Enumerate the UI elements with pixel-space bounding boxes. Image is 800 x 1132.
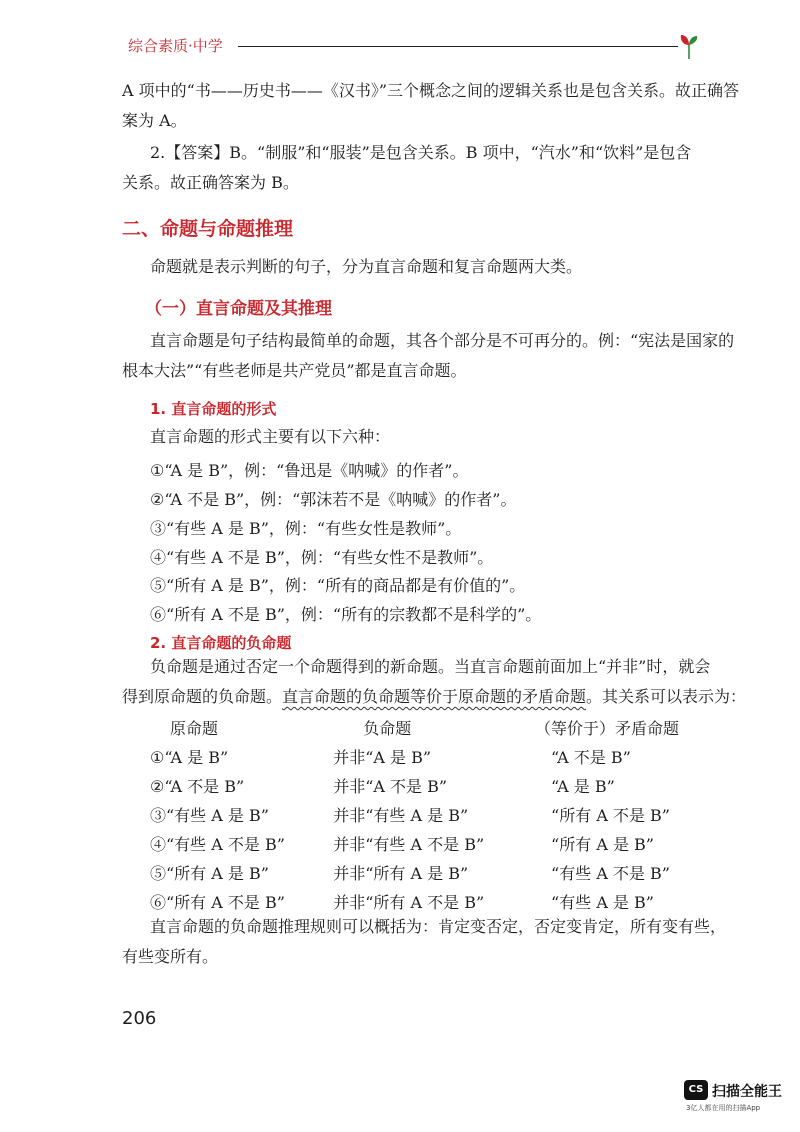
table-row xyxy=(150,800,690,829)
form-item: ⑤“所有 A 是 B”，例：“所有的商品都是有价值的”。 xyxy=(150,576,526,595)
header-rule xyxy=(238,46,678,47)
page-number: 206 xyxy=(122,1008,157,1029)
table-cell: “A 是 B” xyxy=(551,777,615,796)
table-cell: 并非“有些 A 是 B” xyxy=(333,806,469,825)
table-cell: ②“A 不是 B” xyxy=(150,777,245,796)
table-row xyxy=(150,742,690,771)
table-cell: “A 不是 B” xyxy=(551,748,631,767)
section-intro: 命题就是表示判断的句子，分为直言命题和复言命题两大类。 xyxy=(150,257,583,276)
table-cell: 并非“所有 A 不是 B” xyxy=(333,893,485,912)
table-cell: ④“有些 A 不是 B” xyxy=(150,835,285,854)
definition-line-1: 直言命题是句子结构最简单的命题，其各个部分是不可再分的。例：“宪法是国家的 xyxy=(150,331,735,350)
scanner-watermark xyxy=(684,1078,794,1118)
form-item: ⑥“所有 A 不是 B”，例：“所有的宗教都不是科学的”。 xyxy=(150,605,542,624)
negation-line-1: 负命题是通过否定一个命题得到的新命题。当直言命题前面加上“并非”时，就会 xyxy=(150,657,711,676)
subsection-title: （一）直言命题及其推理 xyxy=(145,299,332,319)
table-cell: “所有 A 是 B” xyxy=(551,835,654,854)
camscanner-logo-icon: CS xyxy=(684,1080,708,1100)
table-cell: ⑤“所有 A 是 B” xyxy=(150,864,269,883)
table-cell: ①“A 是 B” xyxy=(150,748,229,767)
negation-table xyxy=(150,712,690,916)
form-item: ④“有些 A 不是 B”，例：“有些女性不是教师”。 xyxy=(150,548,494,567)
table-cell: 并非“所有 A 是 B” xyxy=(333,864,469,883)
negation-key-sentence: 直言命题的负命题等价于原命题的矛盾命题 xyxy=(282,687,587,706)
forms-intro: 直言命题的形式主要有以下六种： xyxy=(150,427,391,446)
forms-heading: 1. 直言命题的形式 xyxy=(150,400,277,418)
watermark-name: 扫描全能王 xyxy=(712,1084,782,1100)
form-item: ③“有些 A 是 B”，例：“有些女性是教师”。 xyxy=(150,519,462,538)
table-cell: “有些 A 是 B” xyxy=(551,893,654,912)
table-header-row xyxy=(150,712,690,742)
answer-line-2: 关系。故正确答案为 B。 xyxy=(122,173,299,192)
table-cell: ⑥“所有 A 不是 B” xyxy=(150,893,285,912)
form-item: ②“A 不是 B”，例：“郭沫若不是《呐喊》的作者”。 xyxy=(150,490,517,509)
table-cell: 并非“A 不是 B” xyxy=(333,777,448,796)
negation-line-2-c: 。其关系可以表示为： xyxy=(586,687,747,706)
answer-line-1: 2.【答案】B。“制服”和“服装”是包含关系。B 项中，“汽水”和“饮料”是包含 xyxy=(150,143,692,162)
negation-line-2-a: 得到原命题的负命题。 xyxy=(122,687,283,706)
negation-line-2 xyxy=(122,682,746,712)
column-header: 负命题 xyxy=(363,718,412,738)
watermark-slogan: 3亿人都在用的扫描App xyxy=(686,1104,761,1112)
form-item: ①“A 是 B”，例：“鲁迅是《呐喊》的作者”。 xyxy=(150,461,469,480)
table-cell: “有些 A 不是 B” xyxy=(551,864,670,883)
negation-heading: 2. 直言命题的负命题 xyxy=(150,634,292,652)
rule-line-2: 有些变所有。 xyxy=(122,947,219,966)
section-title: 二、命题与命题推理 xyxy=(122,218,294,240)
table-row xyxy=(150,829,690,858)
sprout-icon xyxy=(678,32,700,60)
rule-line-1: 直言命题的负命题推理规则可以概括为：肯定变否定，否定变肯定，所有变有些， xyxy=(150,917,727,936)
intro-line-2: 案为 A。 xyxy=(122,111,187,130)
table-row xyxy=(150,858,690,887)
column-header: （等价于）矛盾命题 xyxy=(535,718,680,738)
table-cell: “所有 A 不是 B” xyxy=(551,806,670,825)
intro-line-1: A 项中的“书——历史书——《汉书》”三个概念之间的逻辑关系也是包含关系。故正确答 xyxy=(122,81,740,100)
column-header: 原命题 xyxy=(170,718,219,738)
table-cell: 并非“有些 A 不是 B” xyxy=(333,835,485,854)
definition-line-2: 根本大法”“有些老师是共产党员”都是直言命题。 xyxy=(122,361,467,380)
table-row xyxy=(150,771,690,800)
header-title: 综合素质·中学 xyxy=(128,37,223,55)
table-cell: 并非“A 是 B” xyxy=(333,748,432,767)
table-cell: ③“有些 A 是 B” xyxy=(150,806,269,825)
running-header xyxy=(128,30,700,62)
